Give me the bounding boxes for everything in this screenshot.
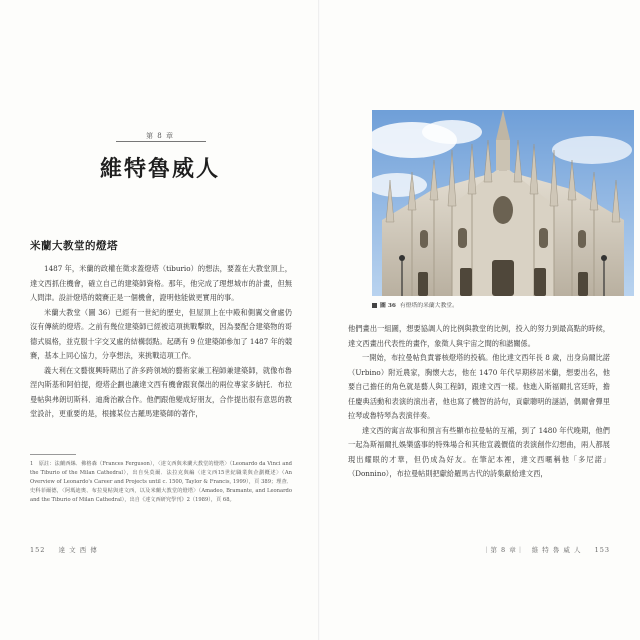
folio-right	[483, 545, 610, 554]
caption-number: 圖 36	[380, 303, 396, 309]
running-head: ｜第 8 章｜ 維 特 魯 威 人	[482, 546, 582, 554]
caption-marker	[372, 303, 377, 308]
footnote-rule	[30, 454, 76, 455]
chapter-rule	[116, 141, 206, 142]
cathedral-photo	[372, 110, 634, 296]
page-number: 153	[594, 546, 610, 554]
chapter-label: 第 8 章	[146, 132, 174, 140]
paragraph: 米蘭大教堂（圖 36）已經有一世紀的歷史，但屋頂上在中殿和側翼交會處仍沒有傳統的燈塔。之前有幾位建築師已經被這項挑戰擊敗，因為要配合建築物的哥德式風格，並克服十字交叉處的結構弱點。起碼有 9 位建築師參加了 1487 年的競賽，基本上同心協力，分享想法，來挑戰這項工作。	[30, 307, 293, 360]
folio-left	[30, 545, 98, 554]
paragraph: 他們畫出一組圖，想要協調人的比例與教堂的比例，投入的努力到最高點的時候，達文西畫出代表性的畫作，象徵人與宇宙之間的和諧關係。	[348, 324, 610, 348]
right-body-text	[348, 322, 610, 482]
paragraph: 1487 年，米蘭的政權在徵求蓋燈塔（tiburio）的想法，要蓋在大教堂頂上，達文西抓住機會，確立自己的建築師資格。那年，他完成了理想城市的計畫，但無人問津。設計燈塔的競賽正是一個機會，證明他能做更實用的事。	[30, 264, 292, 302]
section-heading: 米蘭大教堂的燈塔	[30, 240, 118, 252]
right-page	[320, 0, 640, 640]
paragraph: 達文西的寓言故事和預言有些顯布拉曼帖的互補，到了 1480 年代晚期，他們一起為斯福爾扎娛樂盛事的特殊場合和其他宣義價值的表演創作幻想曲，兩人都展現出耀眼的才華，但仍成為好友。在筆記本裡，達文西暱稱他「多尼諾」（Donnino），布拉曼帖則把獻給羅馬古代的詩集獻給達文西，	[348, 425, 610, 478]
page-number: 152	[30, 546, 46, 554]
footnote: 1 原註：法蘭西絲．佛格森（Frances Ferguson），〈達文西與米蘭大教堂的燈塔〉（Leonardo da Vinci and the Tiburio of the Milan Cathedral），出自吳莫爾．法拉克與編〈達文西15世紀職業與企劃概述〉（An Overview of Leonardo's Career and Projects until c. 1500, Taylor & Francis, 1999），頁 389；理查．史科菲爾德，〈阿瑪迪奧、布拉曼帖與達文西，以及米蘭大教堂的燈塔〉（Amadeo, Bramante, and Leonardo and the Tiburio of Milan Cathedral），出自《達文西研究學刊》2（1989），頁 68。	[30, 461, 292, 503]
cathedral-image	[372, 110, 634, 296]
figure-caption	[372, 300, 458, 309]
left-body-text	[30, 262, 292, 422]
chapter-title: 維特魯威人	[99, 156, 220, 182]
paragraph: 義大利在文藝復興時期出了許多跨領域的藝術家兼工程師兼建築師，就像布魯涅內斯基和阿伯提，燈塔企劃也讓達文西有機會跟袞傑出的兩位專家多納托．布拉曼帖與弗朗切斯科．迪喬治歐合作。他們跟他變成好朋友，合作提出很有意思的教堂設計，更重要的是，根據某位古羅馬建築師的著作，	[30, 365, 292, 418]
paragraph: 一開始，布拉曼帖負責審核燈塔的投稿。他比達文西年長 8 歲，出身烏爾比諾（Urbino）附近農家，胸懷大志，他在 1470 年代早期移居米蘭，想要出名，他要自己擔任的角色就是藝人與工程師，跟達文西一樣。他進入斯福爾扎宮廷時，擔任慶典活動和表演的演出者，他也寫了機智的詩句，貢獻聰明的謎語，偶爾會彈里拉琴或魯特琴為表演伴奏。	[348, 353, 610, 420]
running-head: 達 文 西 傳	[58, 546, 98, 554]
caption-text: 有燈塔的米蘭大教堂。	[399, 303, 458, 309]
